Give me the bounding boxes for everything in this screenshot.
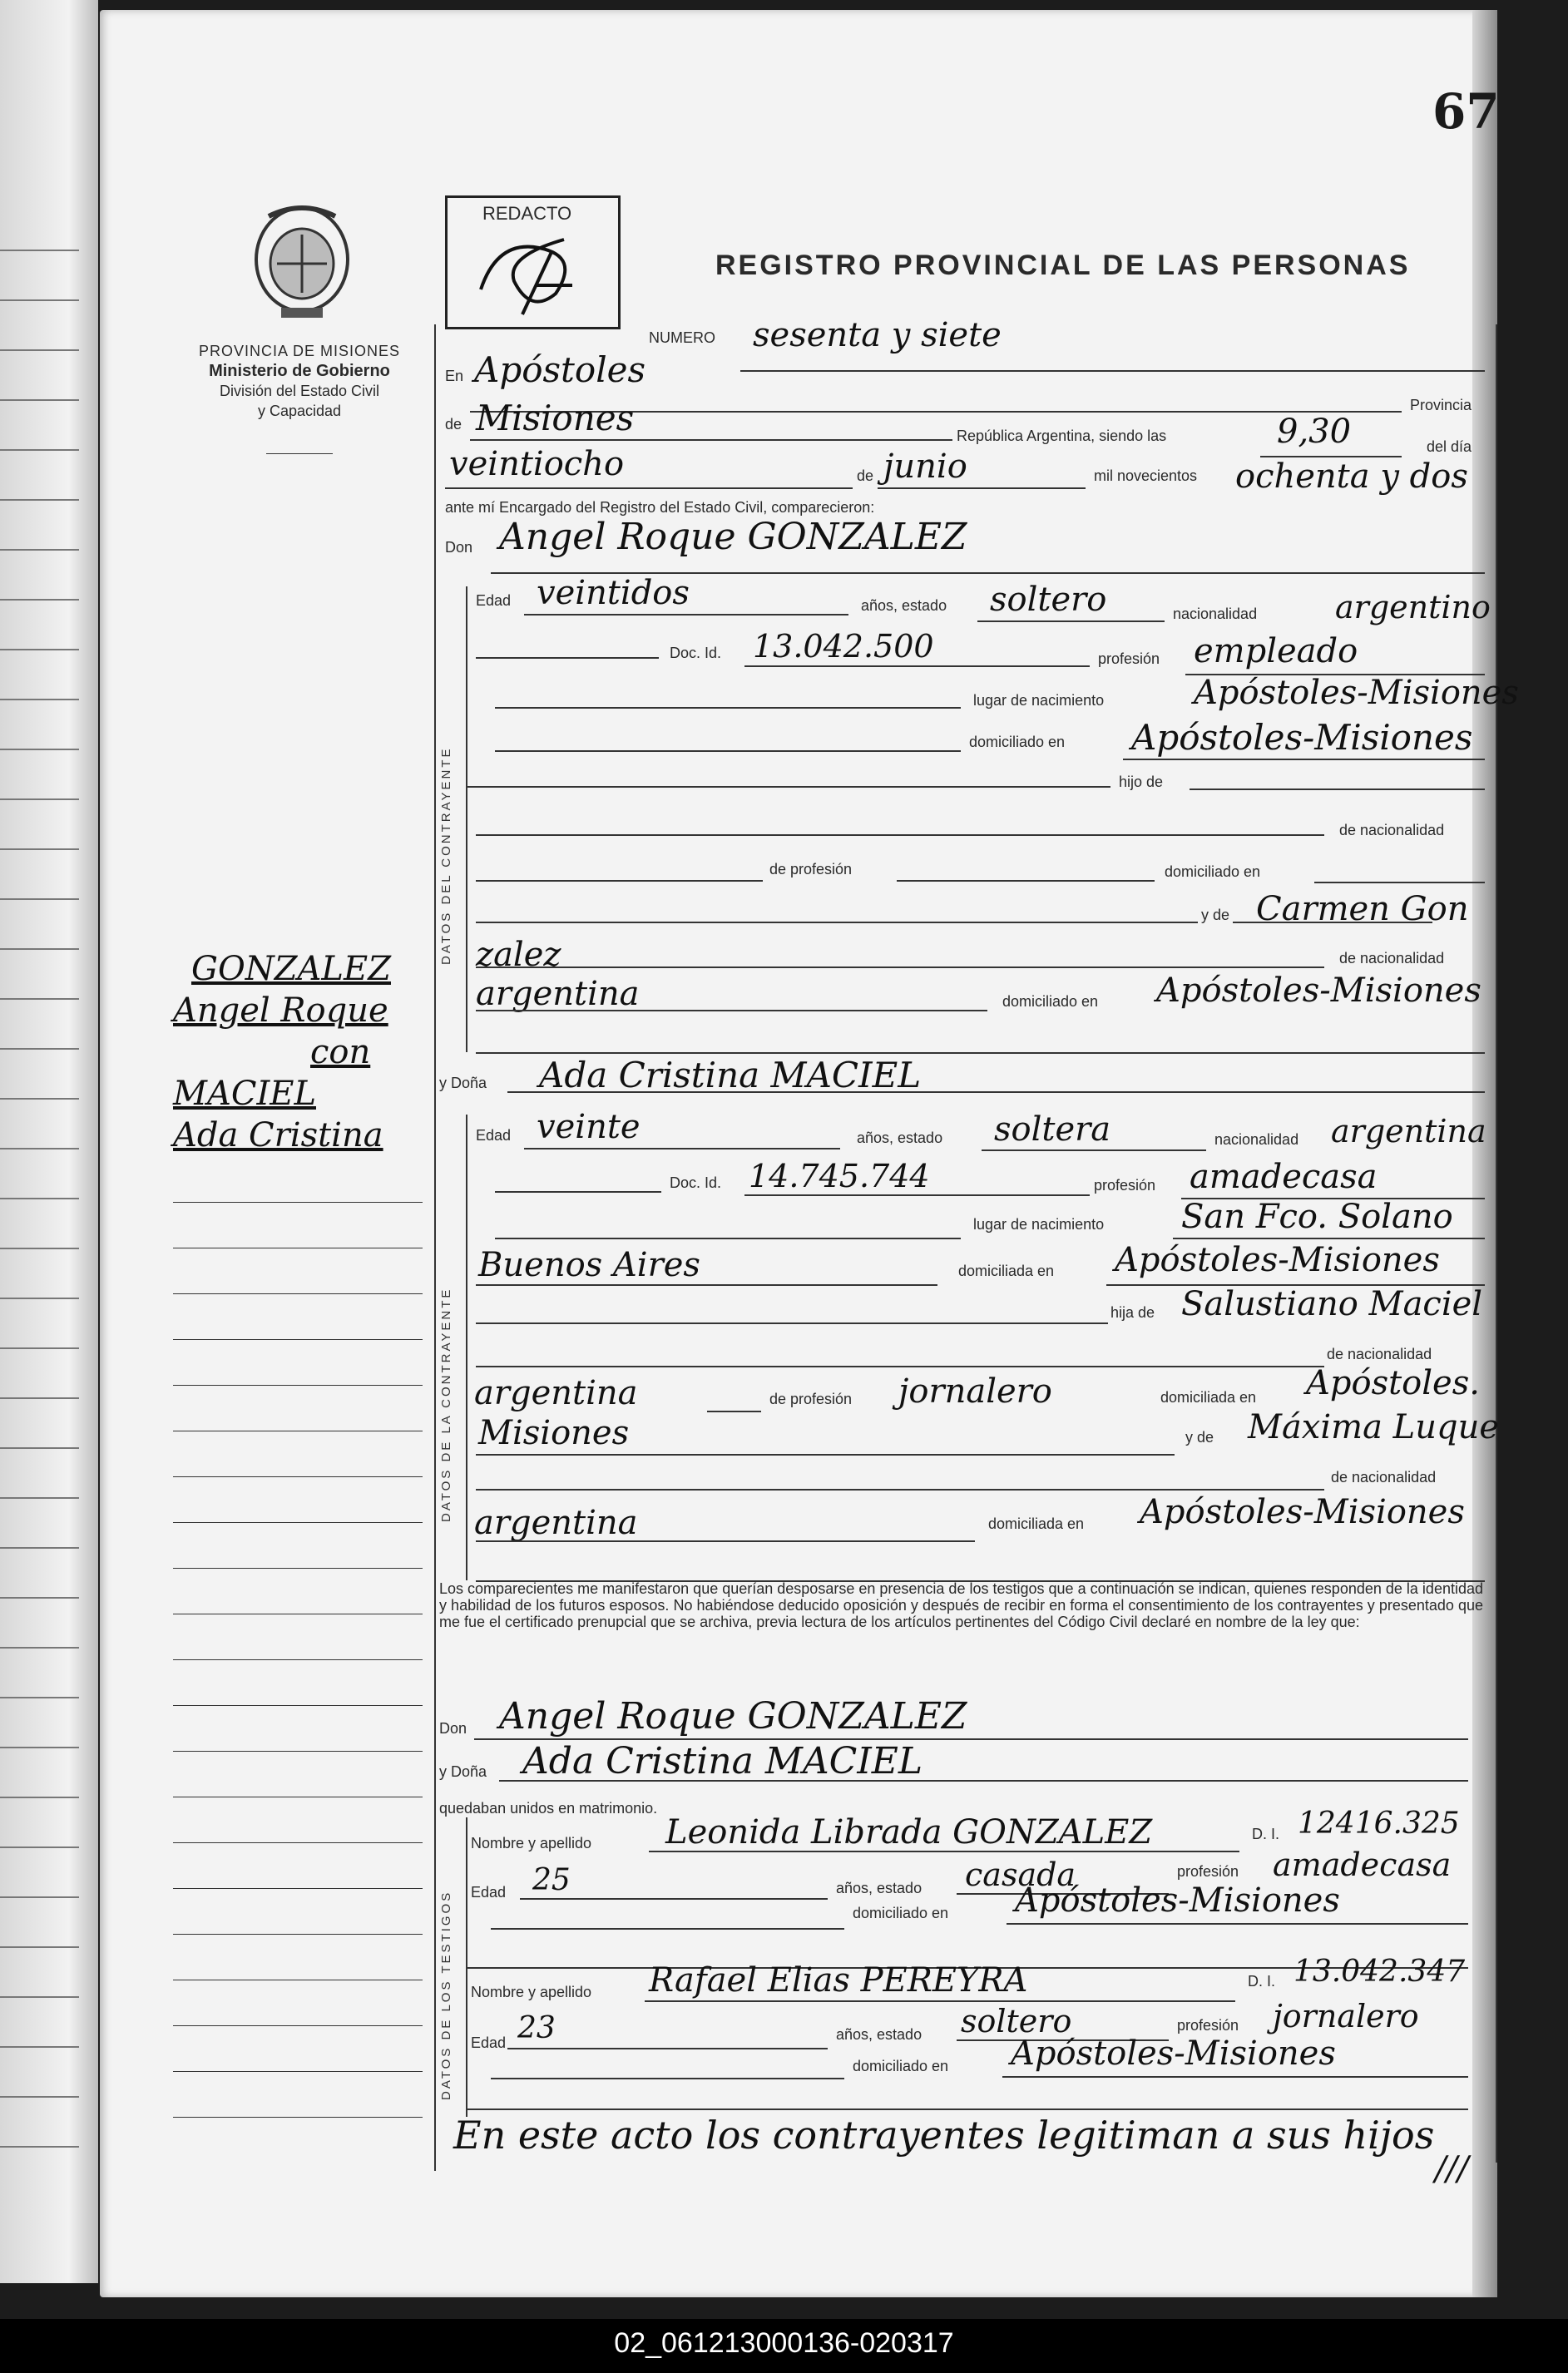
contrayente-profesion: empleado xyxy=(1194,632,1358,670)
lugar-nac-label: lugar de nacimiento xyxy=(973,692,1105,709)
contrayente-lugar-nac: Apóstoles-Misiones xyxy=(1194,674,1519,712)
margin-line xyxy=(173,1568,423,1569)
doc-label: Doc. Id. xyxy=(670,1174,722,1191)
field-line xyxy=(707,1411,761,1412)
contrayenta-nombre: Ada Cristina MACIEL xyxy=(539,1055,922,1095)
acta-hora: 9,30 xyxy=(1277,413,1352,451)
quedaban-label: quedaban unidos en matrimonio. xyxy=(439,1800,658,1817)
de-nacionalidad-label: de nacionalidad xyxy=(1327,1346,1432,1362)
testigo2-profesion: jornalero xyxy=(1273,1998,1419,2034)
field-line xyxy=(476,834,1324,836)
declaration-paragraph: Los comparecientes me manifestaron que querían desposarse en presencia de los testigos que a continuación se indican, quienes responden de la identidad y habilidad de los futuros esposos. No habiéndose deducido oposición y después de recibir en forma el consentimiento de los contrayentes y presentado que me fue el certificado prenupcial que se archiva, previa lectura de los artículos pertinentes del Código Civil declaré en nombre de la ley que: xyxy=(439,1580,1483,1630)
de-nacionalidad-label: de nacionalidad xyxy=(1339,950,1445,967)
side-label-contrayente: DATOS DEL CONTRAYENTE xyxy=(439,746,453,965)
field-line xyxy=(491,2078,844,2079)
acta-provincia: Misiones xyxy=(476,398,635,438)
y-de-label: y de xyxy=(1198,907,1233,924)
en-label: En xyxy=(445,368,464,384)
domiciliado-label: domiciliado en xyxy=(1165,863,1261,880)
contrayente-madre-nac: argentina xyxy=(476,975,640,1013)
testigo2-nombre: Rafael Elias PEREYRA xyxy=(649,1961,1028,2000)
org-division: División del Estado Civil xyxy=(219,383,380,399)
closing-mark: /// xyxy=(1435,2150,1469,2188)
field-line xyxy=(476,1010,987,1011)
org-ministry: Ministerio de Gobierno xyxy=(209,362,390,380)
doc-label: Doc. Id. xyxy=(670,645,722,661)
testigo2-domicilio: Apóstoles-Misiones xyxy=(1011,2034,1336,2073)
testigo1-edad: 25 xyxy=(532,1863,571,1897)
image-id-caption: 02_061213000136-020317 xyxy=(614,2327,954,2359)
field-line xyxy=(476,1322,1108,1324)
field-line xyxy=(507,2048,828,2049)
hijo-de-label: hijo de xyxy=(1119,774,1164,790)
testigo2-estado: soltero xyxy=(961,2003,1072,2039)
margin-line xyxy=(173,1842,423,1843)
closing-note: En este acto los contrayentes legitiman a sus hijos xyxy=(453,2113,1435,2158)
contrayente-madre-dom: Apóstoles-Misiones xyxy=(1156,971,1481,1010)
margin-line xyxy=(173,1934,423,1935)
contrayenta-edad: veinte xyxy=(537,1108,641,1146)
domiciliada-label: domiciliada en xyxy=(1160,1389,1257,1406)
margin-line xyxy=(173,1293,423,1294)
field-line xyxy=(476,657,659,659)
page-title: REGISTRO PROVINCIAL DE LAS PERSONAS xyxy=(715,250,1411,281)
domiciliada-label: domiciliada en xyxy=(958,1263,1055,1279)
nombre-apellido-label: Nombre y apellido xyxy=(471,1984,592,2000)
margin-line xyxy=(173,1888,423,1889)
anos-estado-label: años, estado xyxy=(861,597,947,614)
contrayenta-profesion: amadecasa xyxy=(1190,1158,1378,1196)
margin-line xyxy=(173,1202,423,1203)
nombre-apellido-label: Nombre y apellido xyxy=(471,1835,592,1851)
don-label: Don xyxy=(445,539,473,556)
coat-of-arms-icon xyxy=(248,201,356,326)
margin-line xyxy=(173,1476,423,1477)
contrayenta-madre-nac: argentina xyxy=(474,1504,638,1542)
field-line xyxy=(476,1284,937,1286)
testigo2-di: 13.042.347 xyxy=(1293,1955,1466,1989)
mil-label: mil novecientos xyxy=(1094,467,1198,484)
contrayenta-estado: soltera xyxy=(994,1110,1111,1149)
field-line xyxy=(476,967,1324,968)
lugar-nac-label: lugar de nacimiento xyxy=(973,1216,1105,1233)
anos-estado-label: años, estado xyxy=(836,2026,922,2043)
domiciliado-label: domiciliado en xyxy=(1002,993,1099,1010)
margin-note-line: GONZALEZ xyxy=(191,950,391,988)
contrayente-edad: veintidos xyxy=(537,574,690,612)
testigo1-estado: casada xyxy=(965,1856,1076,1893)
domiciliado-label: domiciliado en xyxy=(969,734,1066,750)
page-number: 67 xyxy=(1432,83,1500,140)
image-footer xyxy=(0,2319,1568,2373)
contrayenta-nacionalidad: argentina xyxy=(1331,1113,1486,1149)
margin-note-line: Ada Cristina xyxy=(173,1116,383,1154)
block-rule xyxy=(466,1115,467,1580)
edad-label: Edad xyxy=(476,1127,512,1144)
testigo1-domicilio: Apóstoles-Misiones xyxy=(1015,1881,1340,1920)
declaracion-dona: Ada Cristina MACIEL xyxy=(522,1740,923,1782)
side-label-contrayenta: DATOS DE LA CONTRAYENTE xyxy=(439,1287,453,1522)
y-dona-label: y Doña xyxy=(439,1763,487,1780)
contrayenta-doc: 14.745.744 xyxy=(749,1158,930,1194)
contrayenta-padre-nac: argentina xyxy=(474,1374,638,1412)
del-dia-label: del día xyxy=(1427,438,1472,455)
edad-label: Edad xyxy=(476,592,512,609)
contrayente-nacionalidad: argentino xyxy=(1335,589,1491,625)
edad-label: Edad xyxy=(471,2034,507,2051)
acta-mes: junio xyxy=(883,447,967,486)
contrayente-doc: 13.042.500 xyxy=(753,628,934,665)
margin-line xyxy=(173,2071,423,2072)
di-label: D. I. xyxy=(1248,1973,1276,1990)
margin-note-line: MACIEL xyxy=(173,1075,317,1113)
profesion-label: profesión xyxy=(1098,650,1160,667)
de-label: de xyxy=(445,416,462,433)
field-line xyxy=(744,665,1090,667)
field-line xyxy=(495,750,961,752)
provincia-label: Provincia xyxy=(1410,397,1472,413)
testigo2-edad: 23 xyxy=(517,2011,556,2045)
contrayenta-madre: Máxima Luque xyxy=(1248,1408,1500,1446)
contrayenta-lugar-nac-1: San Fco. Solano xyxy=(1181,1198,1453,1236)
republica-label: República Argentina, siendo las xyxy=(957,428,1167,444)
field-line xyxy=(977,620,1165,622)
de-nacionalidad-label: de nacionalidad xyxy=(1331,1469,1437,1486)
contrayenta-padre-dom-2: Misiones xyxy=(478,1414,630,1452)
redacto-stamp xyxy=(445,195,621,329)
margin-rule xyxy=(434,324,436,2171)
field-line xyxy=(649,1851,1239,1852)
field-line xyxy=(1123,759,1485,760)
field-line xyxy=(507,1091,1485,1093)
domiciliada-label: domiciliada en xyxy=(988,1515,1085,1532)
field-line xyxy=(744,1194,1090,1196)
signature-icon xyxy=(464,223,606,323)
don-label: Don xyxy=(439,1720,467,1737)
field-line xyxy=(1002,2076,1468,2078)
margin-note-line: con xyxy=(310,1033,371,1071)
margin-note xyxy=(173,948,423,1156)
field-line xyxy=(1190,789,1485,790)
contrayente-madre-2: zalez xyxy=(476,936,561,974)
field-line xyxy=(491,1928,844,1930)
contrayente-madre-1: Carmen Gon xyxy=(1256,890,1469,928)
block-rule xyxy=(466,586,467,1052)
field-line xyxy=(499,1780,1468,1782)
org-province: PROVINCIA DE MISIONES xyxy=(198,343,401,359)
margin-line xyxy=(173,1522,423,1523)
field-line xyxy=(897,880,1155,882)
margin-line xyxy=(173,1339,423,1340)
field-line xyxy=(1007,1923,1468,1925)
contrayenta-lugar-nac-2: Buenos Aires xyxy=(478,1246,700,1284)
contrayente-domicilio: Apóstoles-Misiones xyxy=(1131,717,1473,758)
ante-label: ante mí Encargado del Registro del Estado Civil, comparecieron: xyxy=(445,499,875,516)
previous-page-edge xyxy=(0,0,98,2283)
side-label-testigos: DATOS DE LOS TESTIGOS xyxy=(439,1890,453,2100)
field-line xyxy=(476,1454,1175,1456)
field-line xyxy=(878,487,1086,489)
field-line xyxy=(476,1052,1485,1054)
acta-localidad: Apóstoles xyxy=(474,349,646,390)
field-line xyxy=(476,1540,975,1542)
margin-note-line: Angel Roque xyxy=(173,991,388,1030)
domiciliado-label: domiciliado en xyxy=(853,1905,949,1921)
di-label: D. I. xyxy=(1252,1826,1280,1842)
org-capacity: y Capacidad xyxy=(257,403,342,419)
margin-line xyxy=(173,1659,423,1660)
nacionalidad-label: nacionalidad xyxy=(1214,1131,1299,1148)
field-line xyxy=(476,1366,1324,1367)
y-dona-label: y Doña xyxy=(439,1075,487,1091)
de-nacionalidad-label: de nacionalidad xyxy=(1339,822,1445,838)
margin-line xyxy=(173,2117,423,2118)
profesion-label: profesión xyxy=(1177,2017,1239,2034)
contrayente-nombre: Angel Roque GONZALEZ xyxy=(499,516,967,558)
nacionalidad-label: nacionalidad xyxy=(1173,606,1258,622)
field-line xyxy=(476,1489,1324,1491)
field-line xyxy=(476,880,763,882)
field-line xyxy=(1314,882,1485,883)
domiciliado-label: domiciliado en xyxy=(853,2058,949,2074)
contrayenta-padre: Salustiano Maciel xyxy=(1181,1285,1483,1323)
page-edge-shadow xyxy=(1472,10,1497,2297)
org-divider xyxy=(266,453,333,454)
field-line xyxy=(520,1898,828,1900)
profesion-label: profesión xyxy=(1094,1177,1156,1194)
margin-line xyxy=(173,1385,423,1386)
testigo1-profesion: amadecasa xyxy=(1273,1846,1452,1883)
margin-line xyxy=(173,2025,423,2026)
acta-numero: sesenta y siete xyxy=(753,316,1002,354)
declaracion-don: Angel Roque GONZALEZ xyxy=(499,1695,967,1738)
contrayenta-madre-dom: Apóstoles-Misiones xyxy=(1140,1493,1465,1531)
profesion-label: profesión xyxy=(1177,1863,1239,1880)
field-line xyxy=(645,2000,1235,2002)
margin-line xyxy=(173,1751,423,1752)
y-de-label: y de xyxy=(1185,1429,1214,1446)
contrayente-estado: soltero xyxy=(990,581,1107,619)
margin-line xyxy=(173,1705,423,1706)
right-rule xyxy=(1496,324,1497,2163)
acta-dia: veintiocho xyxy=(449,445,625,483)
field-line xyxy=(445,487,853,489)
hija-de-label: hija de xyxy=(1110,1304,1155,1321)
de-profesion-label: de profesión xyxy=(769,861,853,878)
testigo1-di: 12416.325 xyxy=(1298,1807,1460,1841)
field-line xyxy=(740,370,1485,372)
field-line xyxy=(470,439,952,441)
anos-estado-label: años, estado xyxy=(857,1130,943,1146)
contrayenta-domicilio: Apóstoles-Misiones xyxy=(1115,1241,1440,1279)
field-line xyxy=(466,786,1110,788)
de-mes-label: de xyxy=(857,467,874,484)
field-line xyxy=(495,1238,961,1239)
anos-estado-label: años, estado xyxy=(836,1880,922,1896)
field-line xyxy=(524,614,848,615)
field-line xyxy=(982,1149,1206,1151)
contrayenta-padre-dom-1: Apóstoles. xyxy=(1306,1364,1480,1402)
de-profesion-label: de profesión xyxy=(769,1391,853,1407)
contrayenta-padre-prof: jornalero xyxy=(898,1372,1052,1411)
numero-label: NUMERO xyxy=(649,329,715,346)
organization-block xyxy=(175,341,424,421)
edad-label: Edad xyxy=(471,1884,507,1901)
acta-anio: ochenta y dos xyxy=(1235,457,1468,496)
stamp-label: REDACTO xyxy=(482,203,572,224)
field-line xyxy=(524,1148,840,1149)
field-line xyxy=(495,707,961,709)
field-line xyxy=(495,1191,661,1193)
field-line xyxy=(466,2109,1468,2110)
field-line xyxy=(1173,1238,1485,1239)
testigo1-nombre: Leonida Librada GONZALEZ xyxy=(665,1813,1153,1851)
